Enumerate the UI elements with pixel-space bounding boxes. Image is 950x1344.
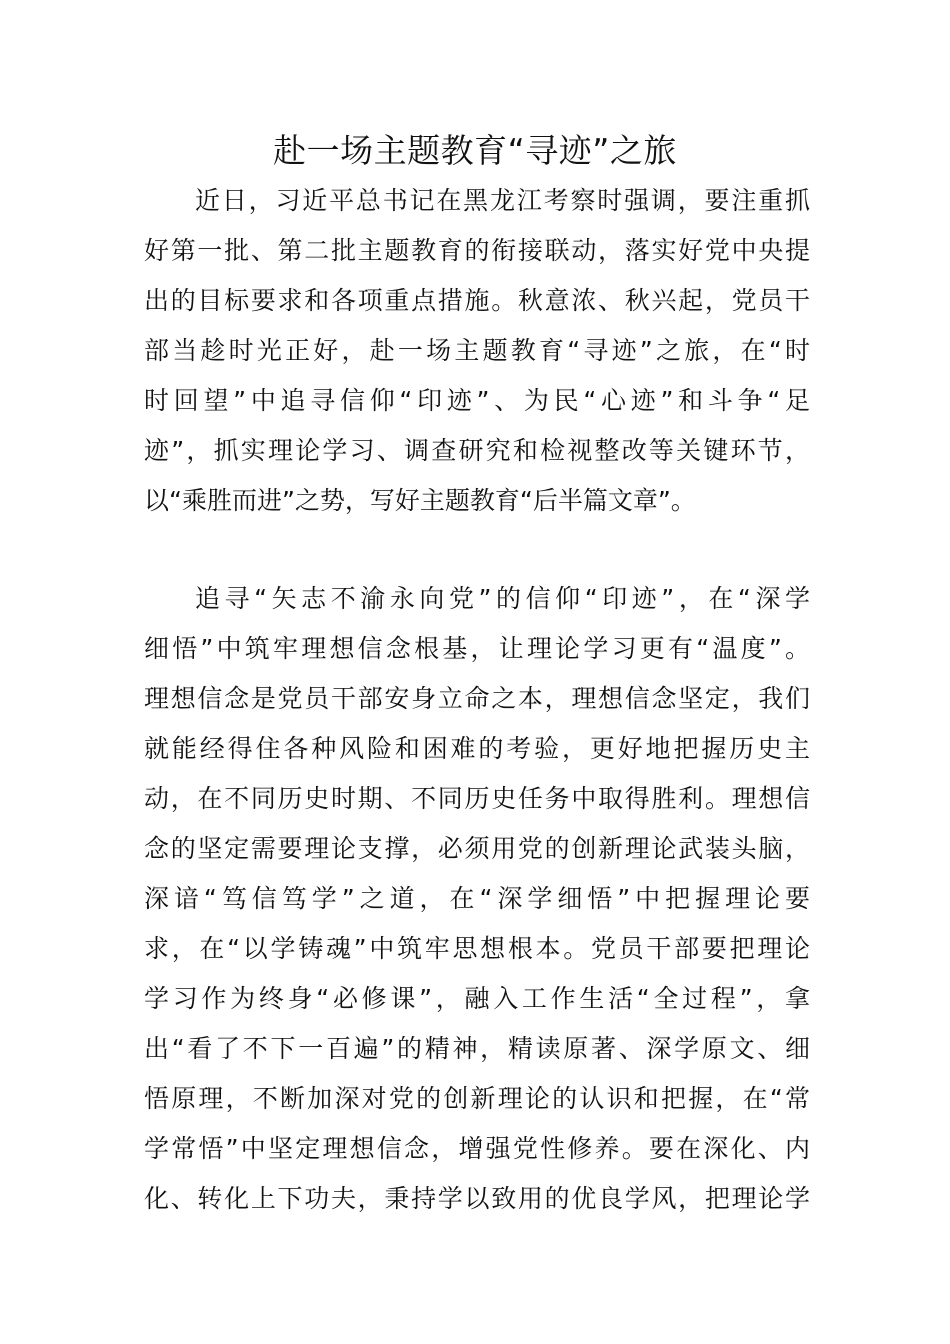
document-title: 赴一场主题教育“寻迹”之旅: [273, 131, 677, 170]
paragraph-line: 出的目标要求和各项重点措施。秋意浓、秋兴起，党员干: [144, 286, 810, 315]
paragraph-line: 深谙“笃信笃学”之道，在“深学细悟”中把握理论要: [144, 884, 810, 913]
paragraph-line: 念的坚定需要理论支撑，必须用党的创新理论武装头脑，: [144, 834, 810, 863]
paragraph-line: 出“看了不下一百遍”的精神，精读原著、深学原文、细: [144, 1034, 810, 1063]
paragraph-line: 化、转化上下功夫，秉持学以致用的优良学风，把理论学: [144, 1184, 810, 1213]
paragraph-2: [144, 574, 810, 1224]
paragraph-line: 就能经得住各种风险和困难的考验，更好地把握历史主: [144, 734, 810, 763]
paragraph-line: 时回望”中追寻信仰“印迹”、为民“心迹”和斗争“足: [144, 386, 810, 415]
paragraph-line: 悟原理，不断加深对党的创新理论的认识和把握，在“常: [144, 1084, 810, 1113]
paragraph-line: 以“乘胜而进”之势，写好主题教育“后半篇文章”。: [144, 486, 696, 515]
paragraph-line: 理想信念是党员干部安身立命之本，理想信念坚定，我们: [144, 684, 810, 713]
paragraph-line: 求，在“以学铸魂”中筑牢思想根本。党员干部要把理论: [144, 934, 810, 963]
paragraph-line: 学习作为终身“必修课”，融入工作生活“全过程”，拿: [144, 984, 810, 1013]
paragraph-line: 好第一批、第二批主题教育的衔接联动，落实好党中央提: [144, 236, 810, 265]
paragraph-line: 学常悟”中坚定理想信念，增强党性修养。要在深化、内: [144, 1134, 810, 1163]
paragraph-1: [144, 176, 810, 526]
paragraph-line: 追寻“矢志不渝永向党”的信仰“印迹”，在“深学: [195, 584, 810, 613]
paragraph-line: 动，在不同历史时期、不同历史任务中取得胜利。理想信: [144, 784, 810, 813]
paragraph-line: 迹”，抓实理论学习、调查研究和检视整改等关键环节，: [144, 436, 810, 465]
paragraph-line: 部当趁时光正好，赴一场主题教育“寻迹”之旅，在“时: [144, 336, 810, 365]
paragraph-line: 近日，习近平总书记在黑龙江考察时强调，要注重抓: [195, 186, 810, 215]
paragraph-line: 细悟”中筑牢理想信念根基，让理论学习更有“温度”。: [144, 634, 810, 663]
